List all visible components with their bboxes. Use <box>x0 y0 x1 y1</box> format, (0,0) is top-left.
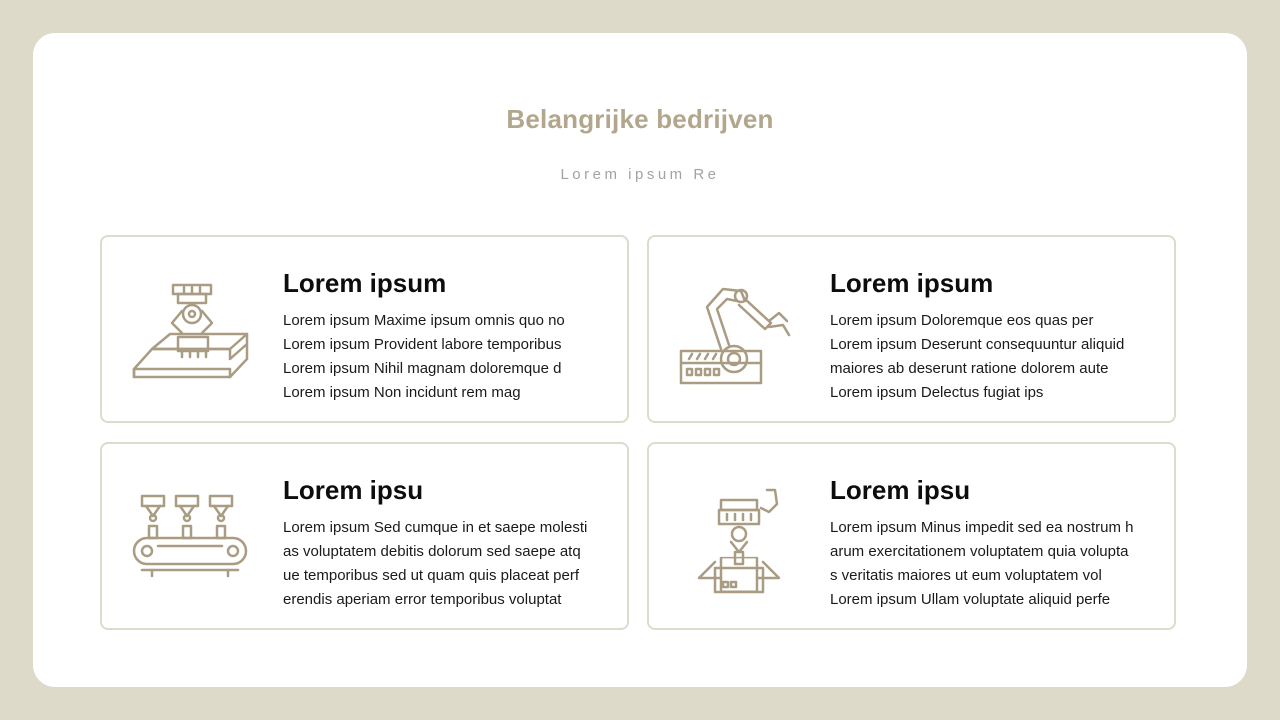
card-body-line: Lorem ipsum Provident labore temporibus <box>283 336 562 353</box>
card-body-line: arum exercitationem voluptatem quia volupta <box>830 543 1129 560</box>
info-card <box>100 442 629 630</box>
card-body-line: Lorem ipsum Delectus fugiat ips <box>830 384 1044 401</box>
info-card <box>100 235 629 423</box>
card-body-line: Lorem ipsum Deserunt consequuntur aliquid <box>830 336 1125 353</box>
card-body-line: Lorem ipsum Sed cumque in et saepe molesti <box>283 519 588 536</box>
card-heading: Lorem ipsu <box>830 475 971 505</box>
conveyor-belt-icon <box>132 486 252 596</box>
info-card <box>647 442 1176 630</box>
card-body-line: s veritatis maiores ut eum voluptatem vol <box>830 567 1102 584</box>
card-body-line: Lorem ipsum Ullam voluptate aliquid perfe <box>830 591 1111 608</box>
card-body <box>283 516 613 612</box>
robotic-arm-icon <box>679 279 799 389</box>
card-body-line: erendis aperiam error temporibus voluptat <box>283 591 562 608</box>
packaging-robot-icon <box>679 486 799 596</box>
chip-placement-robot-icon <box>132 279 252 389</box>
card-heading: Lorem ipsum <box>283 268 447 298</box>
card-body-line: Lorem ipsum Minus impedit sed ea nostrum h <box>830 519 1134 536</box>
card-body <box>830 309 1160 405</box>
card-heading: Lorem ipsum <box>830 268 994 298</box>
card-body-line: maiores ab deserunt ratione dolorem aute <box>830 360 1109 377</box>
page-title: Belangrijke bedrijven <box>506 104 774 134</box>
card-body-line: as voluptatem debitis dolorum sed saepe atq <box>283 543 581 560</box>
card-body <box>283 309 613 405</box>
card-body-line: ue temporibus sed ut quam quis placeat perf <box>283 567 580 584</box>
card-body-line: Lorem ipsum Nihil magnam doloremque d <box>283 360 562 377</box>
card-heading: Lorem ipsu <box>283 475 424 505</box>
card-body-line: Lorem ipsum Maxime ipsum omnis quo no <box>283 312 565 329</box>
card-body-line: Lorem ipsum Non incidunt rem mag <box>283 384 521 401</box>
card-body <box>830 516 1160 612</box>
page-subtitle: Lorem ipsum Re <box>560 166 720 183</box>
card-body-line: Lorem ipsum Doloremque eos quas per <box>830 312 1094 329</box>
info-card <box>647 235 1176 423</box>
